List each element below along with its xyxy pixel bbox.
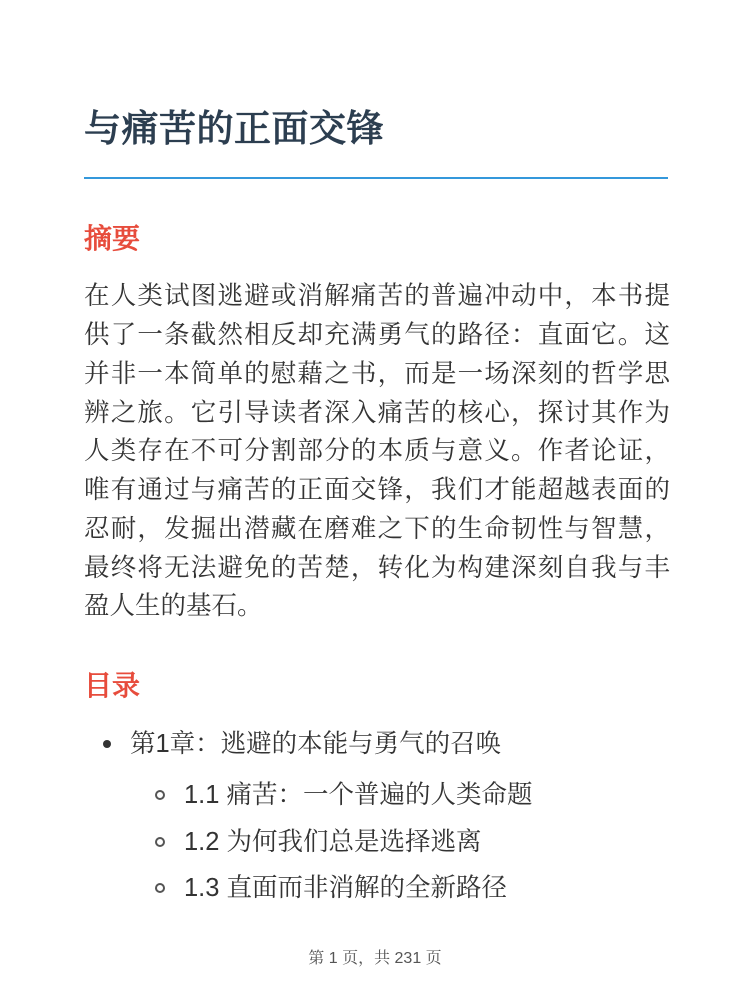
toc-sublist: [84, 776, 668, 908]
toc-list: [84, 725, 668, 908]
toc-section-label: 1.1 痛苦：一个普遍的人类命题: [184, 780, 533, 809]
page-title: 与痛苦的正面交锋: [84, 108, 384, 149]
toc-section-item: [84, 776, 668, 815]
toc-chapter-item: [84, 725, 668, 764]
toc-heading: 目录: [84, 670, 141, 701]
title-divider: [84, 177, 668, 179]
circle-bullet-icon: [155, 883, 165, 893]
toc-section-label: 1.2 为何我们总是选择逃离: [184, 827, 482, 856]
toc-chapter-sections: [84, 776, 668, 908]
circle-bullet-icon: [155, 837, 165, 847]
abstract-paragraph: 在人类试图逃避或消解痛苦的普遍冲动中，本书提供了一条截然相反却充满勇气的路径：直面它。这并非一本简单的慰藉之书，而是一场深刻的哲学思辨之旅。它引导读者深入痛苦的核心，探讨其作为人类存在不可分割部分的本质与意义。作者论证，唯有通过与痛苦的正面交锋，我们才能超越表面的忍耐，发掘出潜藏在磨难之下的生命韧性与智慧，最终将无法避免的苦楚，转化为构建深刻自我与丰盈人生的基石。: [84, 282, 670, 621]
disc-bullet-icon: [103, 740, 111, 748]
toc-section-item: [84, 869, 668, 908]
page-footer: 第 1 页，共 231 页: [308, 950, 442, 967]
toc-section-label: 1.3 直面而非消解的全新路径: [184, 874, 508, 903]
circle-bullet-icon: [155, 790, 165, 800]
toc-section-item: [84, 823, 668, 862]
toc-chapter-label: 第1章：逃避的本能与勇气的召唤: [130, 730, 502, 758]
abstract-heading: 摘要: [84, 223, 141, 255]
